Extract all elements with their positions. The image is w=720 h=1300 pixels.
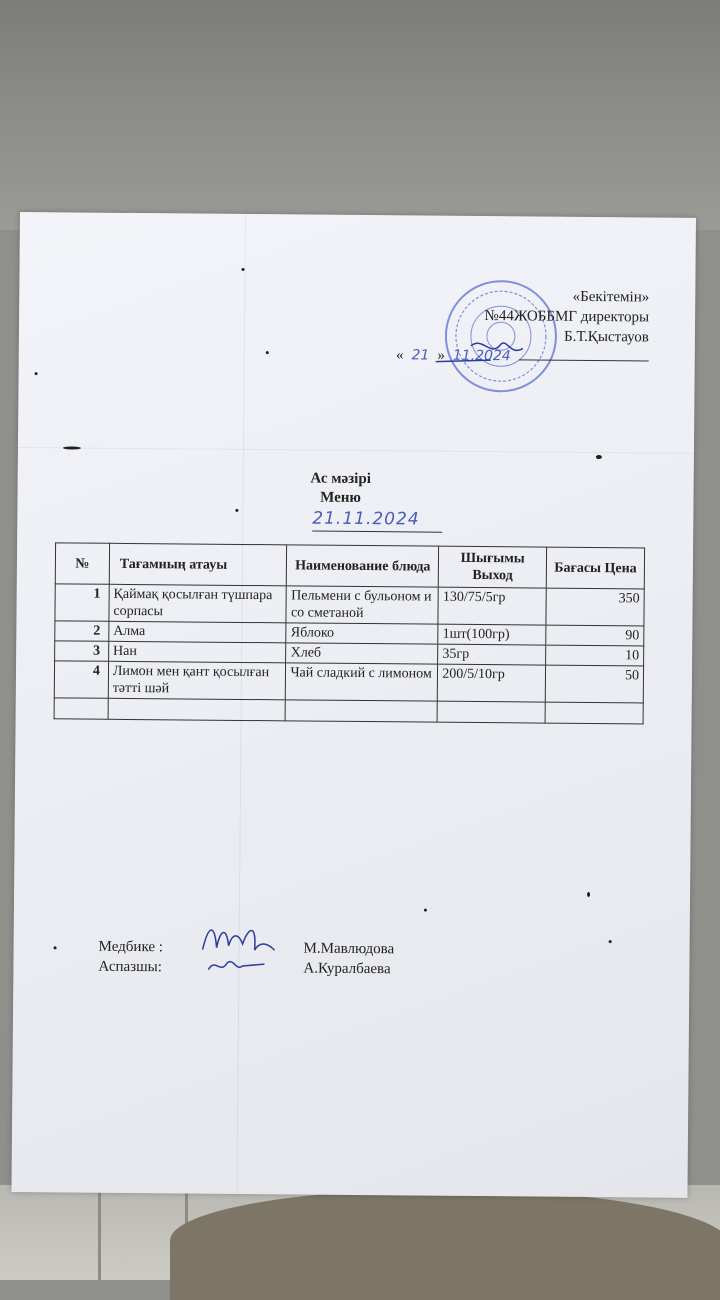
menu-title-kz: Ас мәзірі [3, 468, 679, 491]
menu-date-underline [312, 531, 442, 533]
table-row [54, 661, 643, 703]
nurse-signature [199, 920, 279, 957]
approval-director-name: Б.Т.Қыстауов [396, 325, 649, 347]
printer-speck [63, 446, 81, 449]
approval-date-rest: 11.2024 [453, 348, 511, 365]
row-output: 200/5/10гр [438, 664, 546, 702]
row-price: 350 [546, 588, 644, 626]
printer-speck [266, 351, 269, 354]
row-price: 90 [546, 625, 644, 646]
approval-date: « 21 » 11.2024 [396, 345, 649, 367]
floor-tile-seam [98, 1190, 101, 1280]
row-price: 10 [546, 645, 644, 666]
header-dish-kz: Тағамның атауы [109, 543, 287, 586]
menu-table [54, 542, 646, 724]
printer-speck [609, 940, 612, 943]
header-number: № [55, 543, 109, 584]
header-dish-ru: Наименование блюда [287, 545, 439, 587]
nurse-label: Медбике : [99, 937, 164, 958]
row-dish-ru: Пельмени с бульоном и со сметаной [286, 586, 438, 624]
approval-title: «Бекітемін» [396, 285, 649, 307]
nurse-name: М.Мавлюдова [303, 939, 394, 960]
row-dish-ru: Чай сладкий с лимоном [286, 663, 438, 701]
row-output: 1шт(100гр) [438, 624, 546, 645]
row-price: 50 [545, 665, 643, 703]
row-output: 130/75/5гр [438, 587, 546, 625]
row-dish-kz: Лимон мен қант қосылған тәтті шәй [108, 661, 286, 700]
knee-fabric [170, 1190, 720, 1300]
row-dish-kz: Қаймақ қосылған түшпара сорпасы [109, 584, 287, 623]
printer-speck [241, 268, 244, 271]
header-output: Шығымы Выход [439, 546, 547, 588]
cook-label: Аспазшы: [98, 957, 162, 978]
row-dish-kz: Нан [108, 641, 286, 663]
row-dish-ru: Хлеб [286, 643, 438, 664]
approval-school-director: №44ЖОББМГ директоры [396, 305, 649, 327]
menu-title-ru: Меню [2, 487, 678, 510]
concrete-wall-background [0, 0, 720, 230]
table-row [55, 584, 644, 626]
row-number: 4 [54, 661, 108, 698]
printer-speck [587, 892, 590, 897]
cook-name: А.Куралбаева [303, 959, 390, 980]
cook-signature [206, 956, 266, 977]
row-dish-kz: Алма [109, 621, 287, 643]
printer-speck [35, 372, 38, 375]
row-number: 3 [55, 641, 109, 661]
approval-date-day: 21 [411, 347, 429, 363]
row-number: 2 [55, 621, 109, 641]
printer-speck [235, 509, 238, 512]
row-dish-ru: Яблоко [286, 623, 438, 644]
row-output: 35гр [438, 644, 546, 665]
printer-speck [424, 909, 427, 912]
printer-speck [596, 455, 602, 459]
director-signature [431, 336, 581, 367]
menu-date-handwritten: 21.11.2024 [312, 509, 420, 530]
header-price: Бағасы Цена [546, 547, 644, 589]
menu-sheet [11, 212, 696, 1198]
table-header-row [55, 543, 644, 589]
row-number: 1 [55, 584, 109, 621]
table-row-empty [54, 698, 643, 724]
paper-fold-horizontal [18, 447, 694, 454]
printer-speck [54, 946, 57, 949]
